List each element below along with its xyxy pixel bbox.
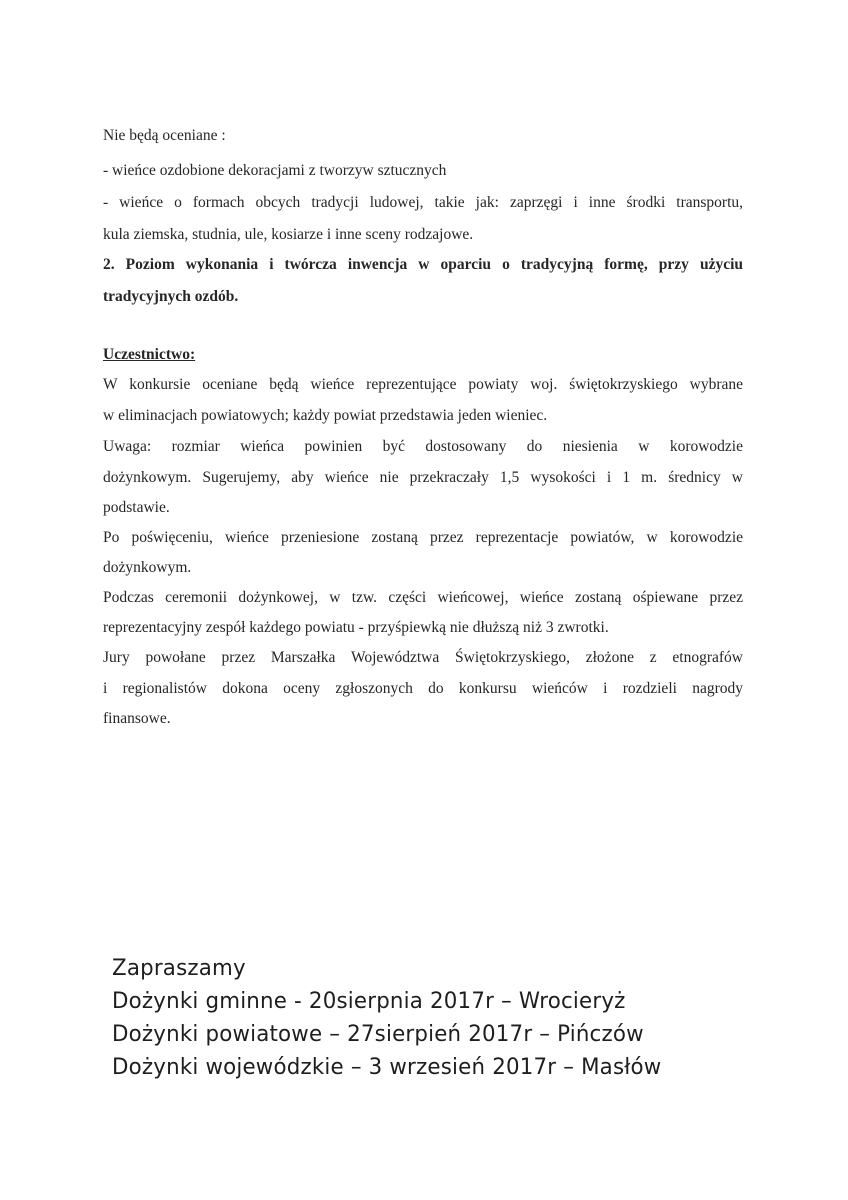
participation-line: podstawie. bbox=[103, 499, 170, 516]
participation-line: finansowe. bbox=[103, 710, 171, 727]
invitation-event-wojewodzkie: Dożynki wojewódzkie – 3 wrzesień 2017r – Masłów bbox=[112, 1055, 662, 1080]
invitation-event-powiatowe: Dożynki powiatowe – 27sierpień 2017r – Pińczów bbox=[112, 1022, 644, 1047]
participation-line: Uwaga: rozmiar wieńca powinien być dostosowany do niesienia w korowodzie bbox=[103, 438, 743, 455]
participation-line: Jury powołane przez Marszałka Województwa Świętokrzyskiego, złożone z etnografów bbox=[103, 649, 743, 666]
criteria-item-plastic: - wieńce ozdobione dekoracjami z tworzyw sztucznych bbox=[103, 162, 447, 179]
participation-line: Podczas ceremonii dożynkowej, w tzw. części wieńcowej, wieńce zostaną ośpiewane przez bbox=[103, 589, 743, 606]
participation-line: W konkursie oceniane będą wieńce reprezentujące powiaty woj. świętokrzyskiego wybrane bbox=[103, 376, 743, 393]
participation-heading: Uczestnictwo: bbox=[103, 346, 196, 363]
participation-line: i regionalistów dokona oceny zgłoszonych do konkursu wieńców i rozdzieli nagrody bbox=[103, 680, 743, 697]
point-2-line-1: 2. Poziom wykonania i twórcza inwencja w oparciu o tradycyjną formę, przy użyciu bbox=[103, 256, 743, 273]
criteria-item-foreign-forms: - wieńce o formach obcych tradycji ludowej, takie jak: zaprzęgi i inne środki transportu, bbox=[103, 194, 743, 211]
invitation-title: Zapraszamy bbox=[112, 956, 246, 981]
participation-line: Po poświęceniu, wieńce przeniesione zostaną przez reprezentacje powiatów, w korowodzie bbox=[103, 529, 743, 546]
participation-line: reprezentacyjny zespół każdego powiatu - przyśpiewką nie dłuższą niż 3 zwrotki. bbox=[103, 619, 609, 636]
participation-line: dożynkowym. bbox=[103, 559, 192, 576]
participation-line: w eliminacjach powiatowych; każdy powiat przedstawia jeden wieniec. bbox=[103, 407, 548, 424]
participation-line: dożynkowym. Sugerujemy, aby wieńce nie przekraczały 1,5 wysokości i 1 m. średnicy w bbox=[103, 469, 743, 486]
not-evaluated-label: Nie będą oceniane : bbox=[103, 127, 226, 144]
point-2-line-2: tradycyjnych ozdób. bbox=[103, 288, 239, 305]
criteria-item-continuation: kula ziemska, studnia, ule, kosiarze i inne sceny rodzajowe. bbox=[103, 226, 474, 243]
invitation-event-gminne: Dożynki gminne - 20sierpnia 2017r – Wrocieryż bbox=[112, 989, 626, 1014]
